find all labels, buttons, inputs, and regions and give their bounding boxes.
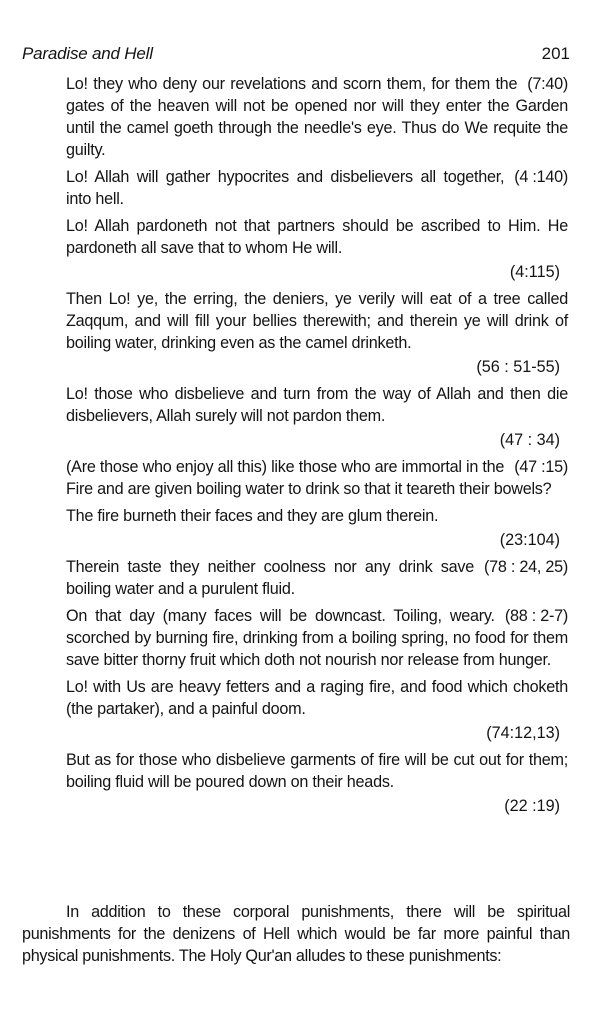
- verse-text: Lo! Allah pardoneth not that partners should be ascribed to Him. He pardoneth all save that to whom He will.: [66, 217, 568, 257]
- verse-text: (78 : 24, 25) Therein taste they neither coolness nor any drink save boiling water and a purulent fluid.: [66, 558, 568, 598]
- verse-reference: (74:12,13): [486, 724, 560, 742]
- page-number: 201: [541, 44, 570, 63]
- verse-block: [66, 288, 568, 378]
- verse-list: [66, 73, 568, 822]
- verse-text: But as for those who disbelieve garments of fire will be cut out for them; boiling fluid will be poured down on their heads.: [66, 751, 568, 791]
- closing-paragraph: In addition to these corporal punishments, there will be spiritual punishments for the denizens of Hell which would be far more painful than physical punishments. The Holy Qur'an alludes to these punishments:: [22, 903, 570, 965]
- verse-text: (47 :15) (Are those who enjoy all this) like those who are immortal in the Fire and are given boiling water to drink so that it teareth their bowels?: [66, 458, 568, 498]
- verse-reference: (78 : 24, 25): [483, 558, 568, 576]
- verse-block: [66, 556, 568, 600]
- verse-block: [66, 383, 568, 451]
- verse-text: Lo! with Us are heavy fetters and a raging fire, and food which choketh (the partaker), and a painful doom.: [66, 678, 568, 718]
- verse-text: The fire burneth their faces and they are glum therein.: [66, 507, 439, 525]
- verse-text: (7:40) Lo! they who deny our revelations and scorn them, for them the gates of the heaven will not be opened nor will they enter the Garden until the camel goeth through the needle's eye. Thus do We requite the guilty.: [66, 75, 568, 159]
- running-title: Paradise and Hell: [22, 44, 153, 63]
- verse-block: [66, 456, 568, 500]
- verse-block: [66, 676, 568, 744]
- verse-reference: (47 : 34): [499, 431, 560, 449]
- verse-reference: (56 : 51-55): [476, 358, 560, 376]
- verse-block: [66, 73, 568, 161]
- verse-text: (88 : 2-7) On that day (many faces will be downcast. Toiling, weary. scorched by burning fire, drinking from a boiling spring, no food for them save bitter thorny fruit which doth not nourish nor release from hunger.: [66, 607, 568, 669]
- verse-reference: (4 :140): [514, 168, 568, 186]
- verse-text: Lo! those who disbelieve and turn from the way of Allah and then die disbelievers, Allah surely will not pardon them.: [66, 385, 568, 425]
- verse-reference: (22 :19): [504, 797, 560, 815]
- verse-reference: (88 : 2-7): [504, 607, 568, 625]
- verse-text: (4 :140) Lo! Allah will gather hypocrites and disbelievers all together, into hell.: [66, 168, 568, 208]
- verse-block: [66, 166, 568, 210]
- verse-block: [66, 215, 568, 283]
- verse-reference: (47 :15): [514, 458, 568, 476]
- verse-reference: (4:115): [509, 263, 560, 281]
- verse-block: [66, 605, 568, 671]
- verse-text: Then Lo! ye, the erring, the deniers, ye verily will eat of a tree called Zaqqum, and will fill your bellies therewith; and therein ye will drink of boiling water, drinking even as the camel drinketh.: [66, 290, 568, 352]
- verse-block: [66, 749, 568, 817]
- verse-reference: (23:104): [499, 531, 560, 549]
- verse-reference: (7:40): [527, 75, 568, 93]
- page-header: [22, 44, 570, 68]
- verse-block: [66, 505, 568, 551]
